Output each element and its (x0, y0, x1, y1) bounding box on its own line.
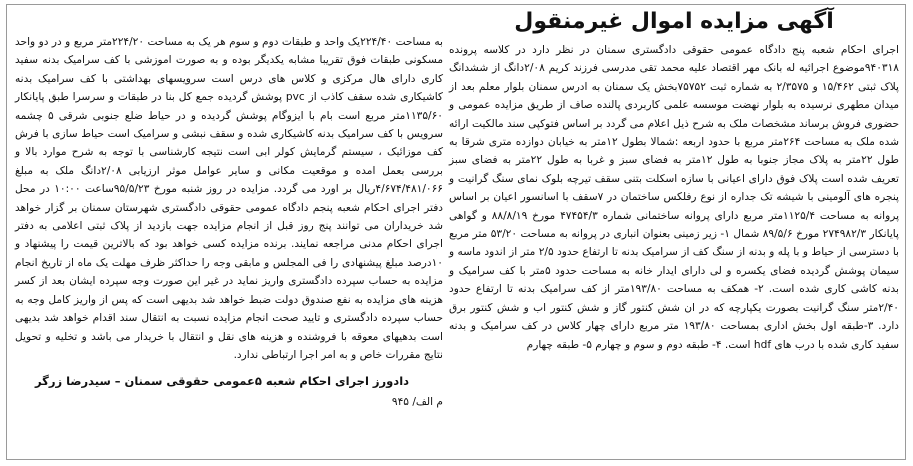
left-column-text: به مساحت ۲۲۴/۴۰یک واحد و طبقات دوم و سوم هر یک به مساحت ۲۲۴/۲۰متر مربع و در دو واحد مسکونی طبقات فوق تقریبا مشابه یکدیگر بوده و به صورت اموزشی با کف سرامیک بدنه سفید کاری دارای هال مرکزی و کلاس های درس است سرویسهای بهداشتی با کف سرامیک بدنه کاشیکاری شده سقف کاذب از pvc پوشش گردیده جمع کل بنا در طبقات و سرسرا طبق پایانکار ۱۱۳۵/۶۰متر مربع است بام با ایزوگام پوشش گردیده و در حیاط ضلع جنوبی شرقی ۵ چشمه سرویس با کف سرامیک بدنه کاشیکاری شده و سقف نبشی و سرامیک است حیاط سازی با فرش کف موزائیک ، سیستم گرمایش کولر ابی است نتیجه کارشناسی با توجه به شرح موارد بالا و بررسی بعمل امده و موقعیت مکانی و سایر عوامل موثر ارزیابی ۲/۰۸دانگ ملک به مبلغ ۴/۶۷۴/۴۸۱/۰۶۶ریال بر اورد می گردد. مزایده در روز شنبه مورخ ۹۵/۵/۲۳ساعت ۱۰:۰۰ در محل دفتر اجرای احکام شعبه پنجم دادگاه عمومی حقوقی دادگستری شهرستان سمنان بر گزار خواهد شد خریداران می توانند پنج روز قبل از انجام مزایده جهت بازدید از پلاک ثبتی اعلامی به دفتر اجرای احکام مدنی مراجعه نمایند. برنده مزایده کسی خواهد بود که بالاترین قیمت را پیشنهاد و ۱۰درصد مبلغ پیشنهادی را فی المجلس و مابقی وجه را حداکثر ظرف مهلت یک ماه از تاریخ انجام مزایده به حساب سپرده دادگستری واریز نماید در غیر این صورت وجه سپرده ایشان بعد از کسر هزینه های مزایده به نفع صندوق دولت ضبط خواهد شد بدیهی است که پس از واریز کامل وجه به حساب سپرده دادگستری و تایید صحت انجام مزایده نسبت به انتقال سند اقدام خواهد شد بدیهی است بدهیهای معوقه با فروشنده و هزینه های نقل و انتقال با خریدار می باشد و تخلیه و تحویل نتایج مقررات خاص و به امر اجرا ارتباطی ندارد. (15, 36, 443, 361)
right-column-text: اجرای احکام شعبه پنج دادگاه عمومی حقوقی دادگستری سمنان در نظر دارد در کلاسه پرونده ۹۴۰۳۱۸موضوع اجرائیه له بانک مهر اقتصاد علیه محمد تقی مدرسی فرزند کریم ۲/۰۸دانگ از ششدانگ پلاک ثبتی ۱۵/۴۶۲ و ۲/۳۵۷۵ به شماره ثبت ۷۵۷۵۲بخش یک سمنان به ادرس سمنان بلوار معلم بعد از میدان مطهری نرسیده به بلوار نهضت موسسه علمی کاربردی پالنده صاف از طریق مزایده عمومی و حضوری فروش برساند مشخصات ملک به شرح ذیل اعلام می گردد بر اساس فتوکپی سند مالکیت ارائه شده ملک به مساحت ۲۶۴متر مربع با حدود اربعه :شمالا بطول ۱۲متر به خیابان دوازده متری شرقا به طول ۲۲متر به پلاک مجاز جنوبا به طول ۱۲متر به فضای سبز و غربا به طول ۲۲متر به فضای سبز تعریف شده است پلاک فوق دارای اعیانی با سازه اسکلت بتنی سقف تیرچه بلوک نمای سنگ گرانیت و پنجره های آلومینی با شیشه تک جداره از نوع رفلکس ساختمان در ۷سقف با اسانسور اعیان بر اساس پروانه به مساحت ۱۱۲۵/۴متر مربع دارای پروانه ساختمانی شماره ۴۷۴۵۴/۳ مورخ ۸۸/۸/۱۹ و گواهی پایانکار ۲۷۴۹۸۲/۳ مورخ ۸۹/۵/۶ شمال ۱- زیر زمینی بعنوان انباری در پروانه به مساحت ۵۳/۲۰ متر مربع با دسترسی از حیاط و با پله و بدنه از سنگ کف از سرامیک بدنه تا ارتفاع حدود ۲/۵ متر از اندود ماسه و سیمان پوشش گردیده فضای یکسره و لی دارای ایدار خانه به مساحت حدود ۵متر با کف سرامیک و بدنه کاشی کاری شده است. ۲- همکف به مساحت ۱۹۳/۸۰متر از کف سرامیک بدنه تا ارتفاع حدود ۲/۴۰متر سنگ گرانیت بصورت یکپارچه که در ان شش کنتور گاز و شش کنتور اب و شش کنتور برق دارد. ۳-طبقه اول بخش اداری بمساحت ۱۹۳/۸۰ متر مربع دارای چهار کلاس در کف سرامیک و بدنه سفید کاری شده با درب های hdf است. ۴- طبقه دوم و سوم و چهارم ۵- طبقه چهارم (449, 44, 900, 351)
notice-title: آگهی مزایده اموال غیرمنقول (514, 9, 834, 34)
left-column (15, 33, 443, 411)
right-column (449, 5, 899, 354)
reference-number: م الف/ ۹۴۵ (391, 395, 443, 408)
signature: دادورز اجرای احکام شعبه ۵عمومی حقوقی سمنان – سیدرضا زرگر (35, 374, 410, 389)
auction-notice (6, 4, 906, 460)
